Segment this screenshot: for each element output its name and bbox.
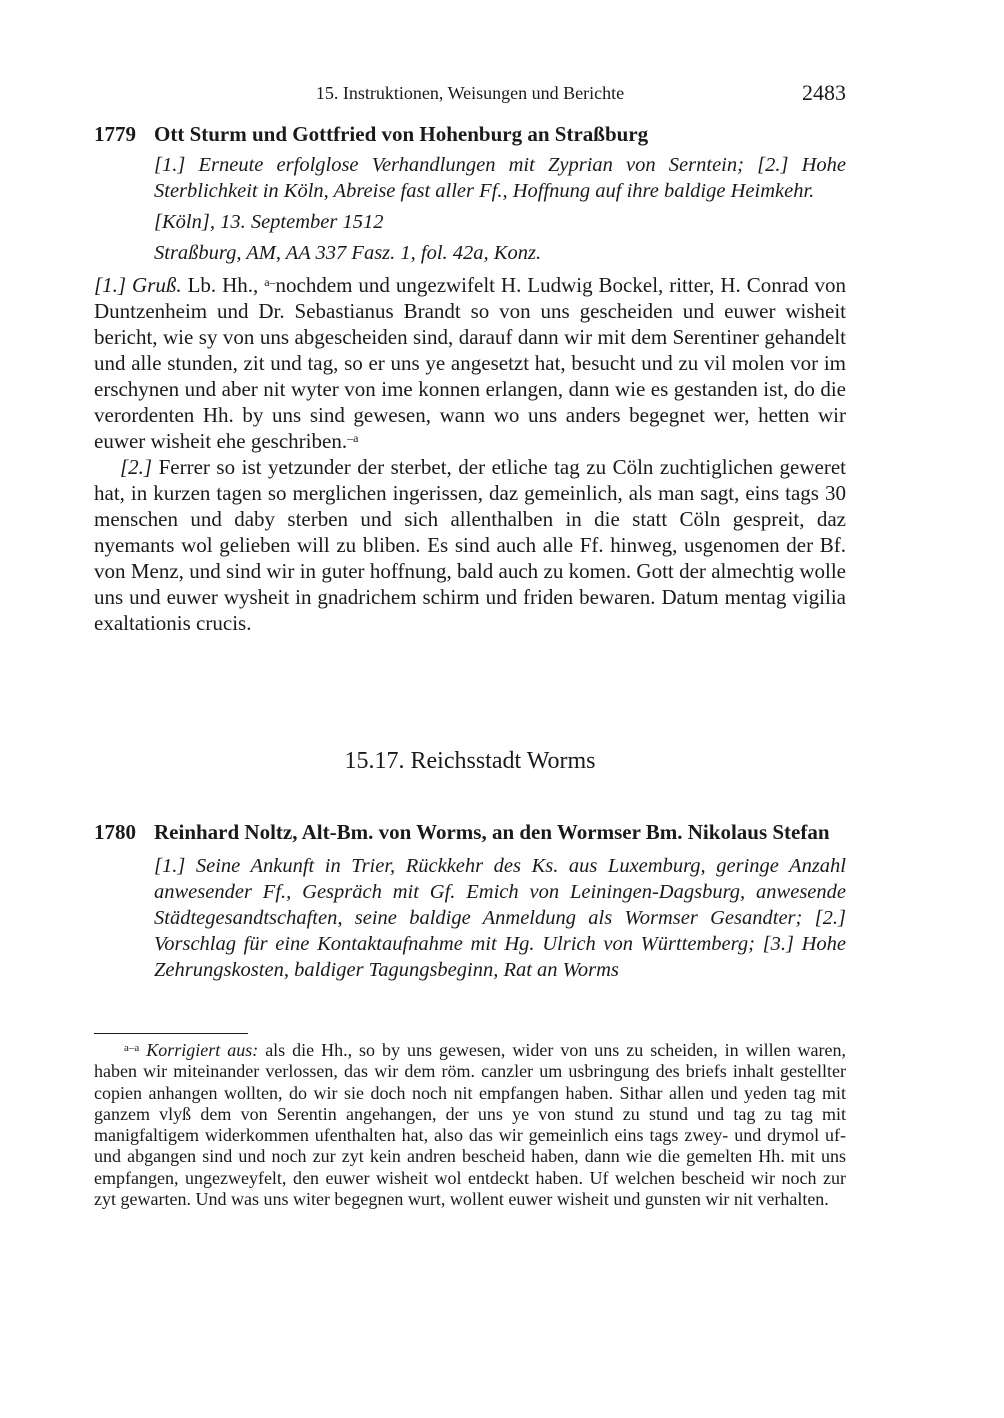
paragraph-2 <box>94 454 846 636</box>
footnote-divider <box>94 1033 248 1034</box>
footnote-label: Korrigiert aus: <box>146 1040 259 1060</box>
document-number: 1779 <box>94 122 136 146</box>
document-body <box>94 272 846 636</box>
page-number: 2483 <box>802 80 846 105</box>
document-source: Straßburg, AM, AA 337 Fasz. 1, fol. 42a, Konz. <box>154 242 542 264</box>
running-head-title: 15. Instruktionen, Weisungen und Berichte <box>315 83 625 103</box>
document-heading <box>94 121 846 147</box>
document-regest: [1.] Erneute erfolglose Verhandlungen mit Zyprian von Serntein; [2.] Hohe Sterblichkeit in Köln, Abreise fast aller Ff., Hoffnung auf ihre baldige Heimkehr. <box>154 154 846 202</box>
footnote-text: als die Hh., so by uns gewesen, wider von uns zu scheiden, in willen waren, haben wir miteinander verlossen, das wir dem röm. canzler um usbringung des briefs inhalt gestellter copien anhangen wollten, do wir sie doch noch nit empfangen haben. Sithar allen und yeden tag mit ganzem vlyß dem von Serentin angehangen, der uns ye von stund zu stund und tag zu tag mit manigfaltigem widerkommen ufenthalten hat, also das wir gemeinlich eins tags zwey- und drymol uf- und abgangen sind und noch zur zyt kein andren bescheid haben, dann wie die gemelten Hh. mit uns empfangen, ungezweyfelt, den euwer wisheit wol entdeckt haben. Uf welchen bescheid wir noch zur zyt gewarten. Und was uns witer begegnen wurt, wollent euwer wisheit und gunsten wir nit verhalten. <box>94 1040 847 1210</box>
document-title: Ott Sturm und Gottfried von Hohenburg an Straßburg <box>154 122 649 146</box>
document-1780 <box>94 819 846 983</box>
footnote-mark: a–a <box>124 1042 140 1054</box>
paragraph-text: Ferrer so ist yetzunder der sterbet, der etliche tag zu Cöln zuchtiglichen geweret hat, in kurzen tagen so merglichen ingerissen, daz gemeinlich, als man sagt, eins tags 30 menschen und daby sterben und sich allenthalben in die statt Cöln gespreit, daz nyemants wol gelieben will zu bliben. Es sind auch alle Ff. hinweg, usgenomen der Bf. von Menz, und sind wir in guter hoffnung, bald auch zu komen. Gott der almechtig wolle uns und euwer wysheit in gnadrichem schirm und friden bewaren. Datum mentag vigilia exaltationis crucis. <box>94 455 847 635</box>
footnote-open-mark: a– <box>264 275 276 289</box>
document-1779 <box>94 121 846 636</box>
footnote <box>94 1040 846 1210</box>
paragraph-1 <box>94 272 846 454</box>
paragraph-text: nochdem und ungezwifelt H. Ludwig Bockel, ritter, H. Conrad von Duntzenheim und Dr. Sebastianus Brandt so von uns gescheiden und euwer wisheit bericht, wie sy von uns abgescheiden sind, darauf dann wir mit dem Serentiner gehandelt und alle stunden, zit und tag, so er uns ye angesetzt hat, besucht und zu vil molen vor im erschynen und aber nit wyter von ime konnen erlangen, dann wie es gestanden ist, do die verordenten Hh. by uns sind gewesen, wann wo uns anders begegnet wer, hetten wir euwer wisheit ehe geschriben. <box>94 273 846 453</box>
salutation: Lb. Hh., <box>187 273 259 297</box>
document-regest: [1.] Seine Ankunft in Trier, Rückkehr des Ks. aus Luxemburg, geringe Anzahl anwesender Ff., Gespräch mit Gf. Emich von Leiningen-Dagsburg, anwesende Städtegesandtschaften, seine baldige Anmeldung als Wormser Gesandter; [2.] Vorschlag für eine Kontaktaufnahme mit Hg. Ulrich von Württemberg; [3.] Hohe Zehrungskosten, baldiger Tagungsbeginn, Rat an Worms <box>154 855 846 981</box>
paragraph-label: [1.] Gruß. <box>94 273 182 297</box>
footnote-close-mark: –a <box>347 431 359 445</box>
document-date: [Köln], 13. September 1512 <box>154 211 384 233</box>
section-heading: 15.17. Reichsstadt Worms <box>344 748 596 774</box>
running-head <box>94 80 846 106</box>
paragraph-label: [2.] <box>120 455 153 479</box>
document-title: Reinhard Noltz, Alt-Bm. von Worms, an den Wormser Bm. Nikolaus Stefan <box>154 820 830 844</box>
document-heading <box>94 819 846 845</box>
document-number: 1780 <box>94 820 136 844</box>
